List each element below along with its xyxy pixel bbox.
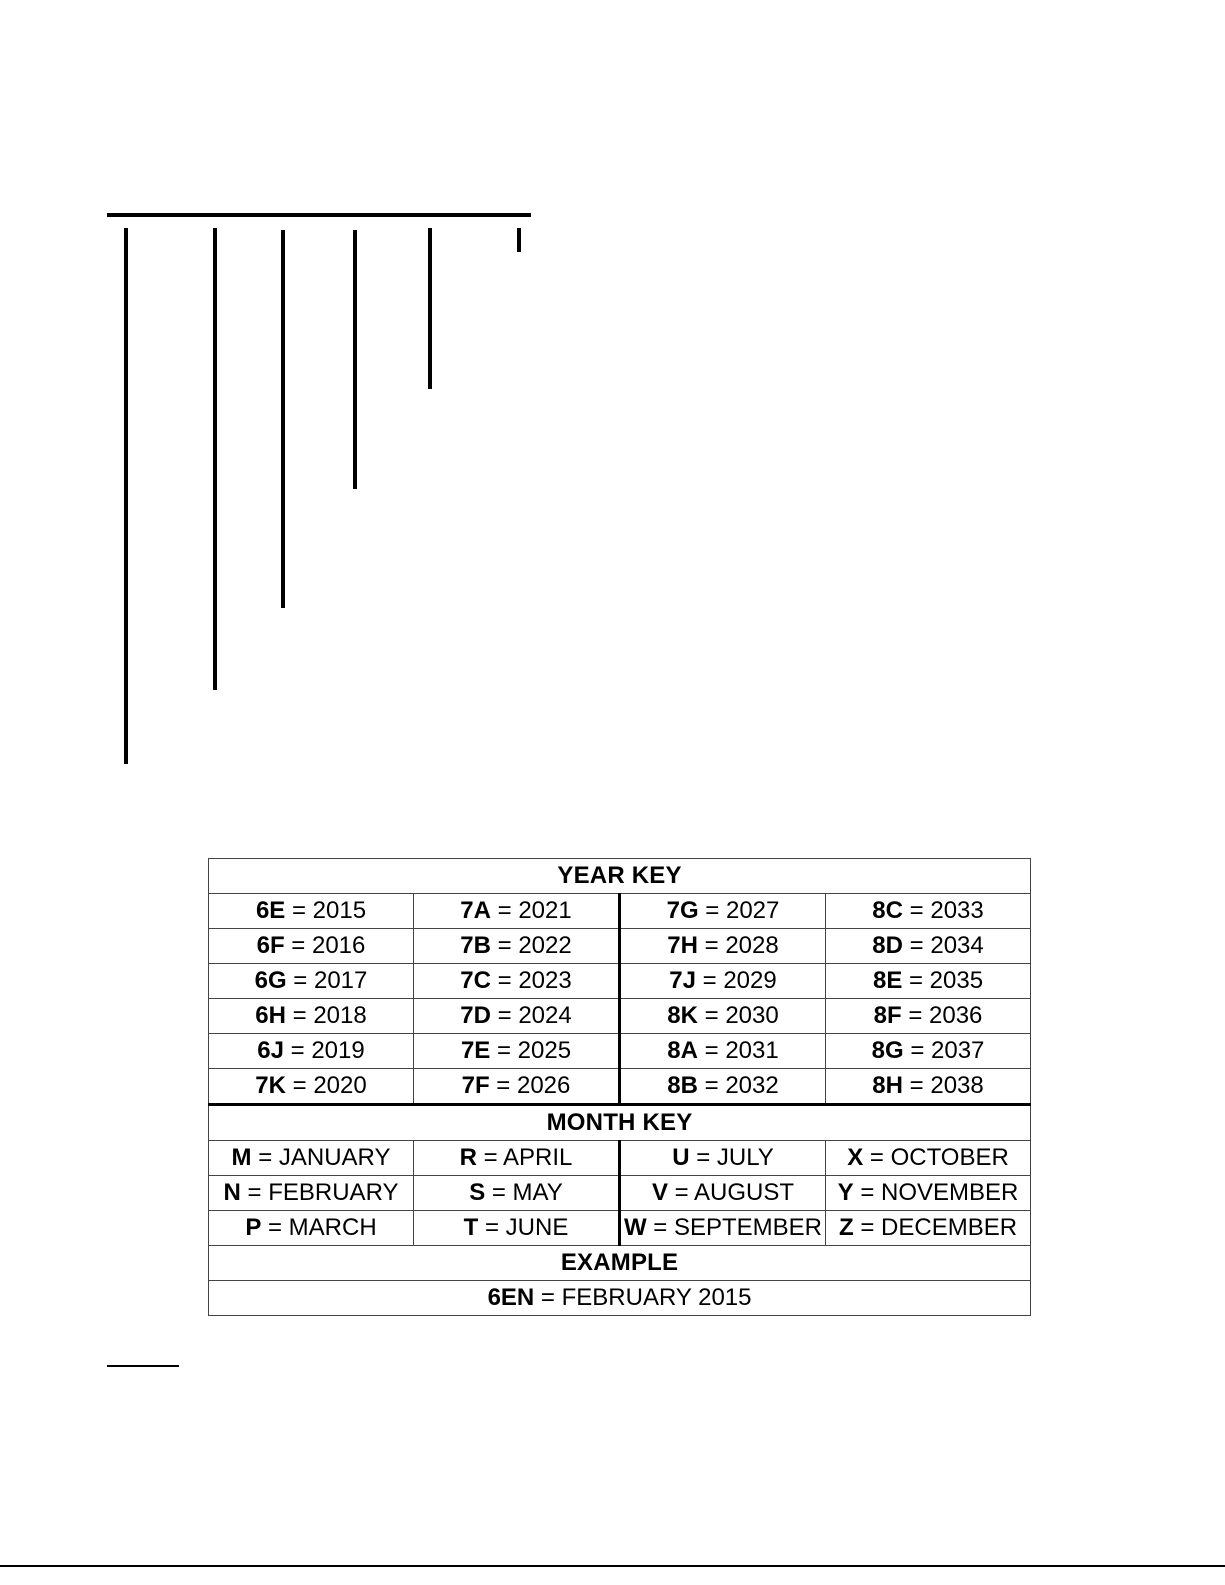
leader-line-3 (281, 230, 285, 608)
year-key-cell (414, 1069, 620, 1105)
leader-line-1 (124, 228, 128, 764)
year-key-value: = 2027 (705, 897, 780, 924)
year-key-code: 7C (460, 967, 491, 994)
year-key-cell (209, 999, 414, 1034)
note-underline (107, 1365, 179, 1367)
month-key-value: = OCTOBER (869, 1144, 1009, 1171)
leader-line-5 (428, 228, 432, 389)
year-key-value: = 2028 (704, 932, 779, 959)
month-key-value: = FEBRUARY (247, 1179, 399, 1206)
year-key-value: = 2038 (909, 1072, 984, 1099)
year-key-code: 6G (254, 967, 287, 994)
year-key-code: 6H (255, 1002, 286, 1029)
month-key-value: = JULY (696, 1144, 774, 1171)
year-key-code: 8C (872, 897, 903, 924)
year-key-value: = 2024 (497, 1002, 572, 1029)
year-key-value: = 2033 (909, 897, 984, 924)
year-key-code: 7G (666, 897, 699, 924)
year-key-value: = 2025 (496, 1037, 572, 1064)
month-key-cell (209, 1141, 414, 1176)
year-key-cell (209, 1034, 414, 1069)
year-key-cell (826, 999, 1031, 1034)
month-key-value: = AUGUST (674, 1179, 795, 1206)
month-key-code: V (651, 1179, 668, 1206)
month-key-cell (826, 1211, 1031, 1246)
month-key-code: W (623, 1214, 647, 1241)
year-key-value: = 2036 (908, 1002, 983, 1029)
year-key-code: 8A (667, 1037, 698, 1064)
year-key-code: 8G (871, 1037, 904, 1064)
year-key-value: = 2032 (704, 1072, 779, 1099)
month-key-code: N (223, 1179, 241, 1206)
year-key-code: 7D (460, 1002, 491, 1029)
year-key-row (209, 964, 1031, 999)
year-key-cell (620, 999, 826, 1034)
month-key-value: = JANUARY (258, 1144, 391, 1171)
example-code: 6EN (487, 1284, 535, 1311)
year-key-value: = 2017 (293, 967, 368, 994)
year-key-value: = 2023 (497, 967, 572, 994)
year-key-cell (620, 964, 826, 999)
month-key-cell (620, 1211, 826, 1246)
month-key-code: R (459, 1144, 477, 1171)
month-key-code: Z (839, 1214, 854, 1241)
year-key-cell (826, 929, 1031, 964)
month-key-code: P (245, 1214, 262, 1241)
month-key-cell (209, 1211, 414, 1246)
year-key-cell (826, 894, 1031, 929)
month-key-cell (826, 1176, 1031, 1211)
year-key-value: = 2020 (292, 1072, 367, 1099)
month-key-row (209, 1211, 1031, 1246)
month-key-value: = JUNE (484, 1214, 569, 1241)
example-title: EXAMPLE (209, 1246, 1031, 1281)
leader-line-2 (213, 228, 217, 690)
year-key-code: 8E (872, 967, 903, 994)
month-key-value: = DECEMBER (860, 1214, 1018, 1241)
month-key-value: = NOVEMBER (860, 1179, 1019, 1206)
year-key-cell (414, 894, 620, 929)
year-key-value: = 2015 (291, 897, 367, 924)
month-key-code: M (231, 1144, 252, 1171)
year-key-value: = 2035 (909, 967, 984, 994)
year-key-code: 7A (460, 897, 491, 924)
month-key-cell (826, 1141, 1031, 1176)
year-key-row (209, 1069, 1031, 1105)
year-key-cell (620, 929, 826, 964)
leader-line-6 (517, 228, 521, 252)
year-key-code: 6F (256, 932, 285, 959)
month-key-cell (414, 1141, 620, 1176)
year-key-row (209, 1034, 1031, 1069)
year-key-row (209, 999, 1031, 1034)
year-key-value: = 2026 (496, 1072, 571, 1099)
year-key-code: 8K (667, 1002, 698, 1029)
year-key-value: = 2016 (291, 932, 366, 959)
year-key-cell (620, 1069, 826, 1105)
year-key-cell (620, 1034, 826, 1069)
year-key-value: = 2034 (909, 932, 984, 959)
month-key-title: MONTH KEY (209, 1105, 1031, 1141)
month-key-cell (620, 1141, 826, 1176)
year-key-cell (826, 1069, 1031, 1105)
year-key-code: 7J (669, 967, 696, 994)
month-key-row (209, 1176, 1031, 1211)
example-value: = FEBRUARY 2015 (540, 1284, 752, 1311)
year-key-cell (209, 1069, 414, 1105)
page-bottom-rule (0, 1565, 1225, 1567)
year-key-code: 8H (872, 1072, 903, 1099)
month-key-code: U (672, 1144, 690, 1171)
year-key-cell (414, 929, 620, 964)
year-key-code: 8B (667, 1072, 698, 1099)
year-key-value: = 2018 (292, 1002, 367, 1029)
year-key-code: 7B (460, 932, 491, 959)
year-key-value: = 2019 (290, 1037, 365, 1064)
month-key-value: = APRIL (483, 1144, 573, 1171)
header-rule (107, 213, 531, 217)
date-code-key-table (208, 858, 1031, 1316)
year-key-row (209, 894, 1031, 929)
year-key-value: = 2037 (910, 1037, 985, 1064)
year-key-cell (620, 894, 826, 929)
year-key-code: 8D (872, 932, 903, 959)
year-key-cell (209, 964, 414, 999)
year-key-code: 8F (873, 1002, 902, 1029)
year-key-cell (826, 964, 1031, 999)
month-key-code: X (847, 1144, 864, 1171)
year-key-code: 7E (460, 1037, 491, 1064)
month-key-cell (414, 1211, 620, 1246)
month-key-value: = SEPTEMBER (653, 1214, 823, 1241)
year-key-value: = 2029 (702, 967, 777, 994)
year-key-code: 6J (257, 1037, 284, 1064)
year-key-value: = 2031 (704, 1037, 779, 1064)
year-key-code: 7K (255, 1072, 286, 1099)
year-key-title: YEAR KEY (209, 859, 1031, 894)
year-key-cell (414, 964, 620, 999)
month-key-cell (620, 1176, 826, 1211)
year-key-value: = 2030 (704, 1002, 779, 1029)
year-key-value: = 2021 (497, 897, 572, 924)
leader-line-4 (353, 230, 357, 489)
month-key-value: = MAY (491, 1179, 563, 1206)
month-key-code: S (469, 1179, 486, 1206)
month-key-row (209, 1141, 1031, 1176)
month-key-value: = MARCH (268, 1214, 377, 1241)
year-key-code: 6E (255, 897, 286, 924)
example-cell (209, 1281, 1031, 1316)
year-key-cell (414, 999, 620, 1034)
month-key-code: T (463, 1214, 479, 1241)
month-key-cell (414, 1176, 620, 1211)
month-key-cell (209, 1176, 414, 1211)
year-key-value: = 2022 (497, 932, 572, 959)
year-key-code: 7F (461, 1072, 490, 1099)
year-key-cell (414, 1034, 620, 1069)
year-key-row (209, 929, 1031, 964)
year-key-cell (209, 929, 414, 964)
month-key-code: Y (837, 1179, 854, 1206)
year-key-cell (826, 1034, 1031, 1069)
year-key-code: 7H (667, 932, 698, 959)
year-key-cell (209, 894, 414, 929)
